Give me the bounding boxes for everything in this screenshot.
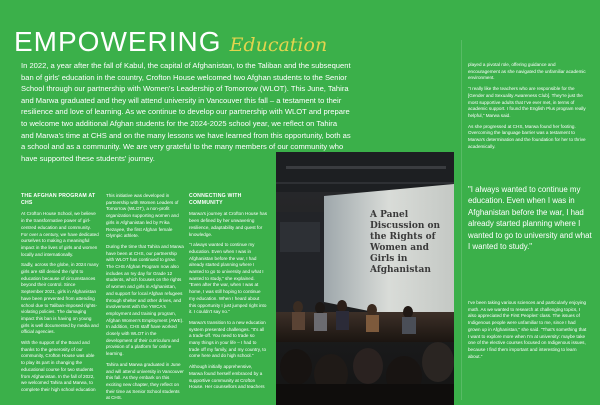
photo-illustration	[276, 152, 454, 405]
right-paragraph: As she progressed at CHS, Marwa found her footing. Overcoming the language barrier was a testament to Marwa's determination and the foundation for her to thrive academically.	[468, 123, 586, 149]
right-column-bottom	[468, 300, 588, 360]
column-heading: THE AFGHAN PROGRAM AT CHS	[21, 193, 96, 206]
column-paragraph: Tahira and Marwa graduated in June and will attend university in Vancouver this fall. As they embark on this exciting new chapter, they reflect on their time as Senior School students at CHS.	[106, 361, 184, 401]
intro-paragraph: In 2022, a year after the fall of Kabul, the capital of Afghanistan, to the Taliban and the subsequent ban of girls' education in the country, Crofton House welcomed two Afghan students to the Senior School through our partnership with Women's Leadership of Tomorrow (WLOT). This June, Tahira and Marwa graduated and they will attend university in Vancouver this fall – a testament to their resilience and love of learning. As we continue to develop our partnership with WLOT and prepare to welcome two additional Afghan students for the 2024-2025 school year, we reflect on Tahira and Marwa's time at CHS and on the many lessons we have learned from this opportunity, both as a school and as a community. We are very grateful to the many members of our community who have supported these students' journey.	[21, 61, 351, 163]
column-paragraph: "I always wanted to continue my education. Even when I was in Afghanistan before the war, I had already started planning where I wanted to go to university and what I wanted to study," she explained. "Even after the war, when I was at home, I was still hoping to continue my education. When I heard about this opportunity I just jumped right into it. I couldn't say no."	[189, 242, 267, 315]
column-afghan-program	[21, 193, 99, 398]
column-community	[189, 193, 267, 395]
title-script: Education	[229, 34, 328, 56]
right-paragraph: played a pivotal role, offering guidance and encouragement as she navigated the unfamiliar academic environment.	[468, 62, 586, 81]
column-paragraph: Sadly, across the globe, in 2024 many girls are still denied the right to education because of circumstances beyond their control. Since September 2021, girls in Afghanistan have been prevented from attending school due to Taliban-imposed rights-violating policies. The damaging impact this ban is having on young girls is well documented by media and official agencies.	[21, 262, 99, 335]
page-title	[14, 26, 327, 58]
right-column-top	[468, 62, 588, 154]
column-paragraph: Although initially apprehensive, Marwa found herself embraced by a supportive community at Crofton House. Her counsellors and teachers	[189, 364, 265, 390]
screen-caption: A Panel Discussion on the Rights of Women and Girls in Afghanistan	[370, 210, 441, 275]
column-initiative	[106, 193, 184, 405]
pull-quote: "I always wanted to continue my education. Even when I was in Afghanistan before the war, I had already started planning where I wanted to go to university and what I wanted to study."	[468, 185, 592, 252]
panel-discussion-photo	[276, 152, 454, 405]
column-paragraph: Marwa's transition to a new education system presented challenges. "It's all a trade-off. You need to trade so many things in your life – I had to trade off my family, and my country, to come here and do high school."	[189, 319, 267, 359]
right-paragraph: I've been taking various sciences and particularly enjoying math. As we wanted to research at challenging topics, I also appreciated the First Peoples' class. The issues of Indigenous people were unfamiliar to me, since I had grown up in Afghanistan," she said. "That's something that I want to explore more when I'm at university: maybe take one of the elective courses focused on Indigenous issues, because I find them important and interesting to learn about."	[468, 300, 587, 359]
right-paragraph: "I really like the teachers who are responsible for the [Gender and Sexuality Awareness Club]. They're just the most supportive adults that I've ever met, in terms of academic support. I found the English Plus program really helpful," Marwa said.	[468, 86, 586, 118]
page-gutter	[461, 40, 462, 400]
column-paragraph: At Crofton House School, we believe in the transformative power of girl-centred education and community. For over a century, we have dedicated ourselves to making a meaningful impact in the lives of girls and women locally and internationally.	[21, 211, 99, 257]
column-paragraph: Marwa's journey at Crofton House has been defined by her unwavering resilience, adaptability and quest for knowledge.	[189, 211, 267, 237]
column-paragraph: During the time that Tahira and Marwa have been at CHS, our partnership with WLOT has continued to grow. The CHS Afghan Program now also includes an Ivy day for Grade 12 students, which focuses on the rights of women and girls in Afghanistan, and support for local Afghan refugees through shelter and other drives, and involvement with the YWCA's employment and training program, Afghan Women's Employment (AWE). In addition, CHS staff have worked closely with WLOT in the development of their curriculum and provision of a platform for online learning.	[106, 243, 184, 357]
column-heading: CONNECTING WITH COMMUNITY	[189, 193, 242, 206]
column-paragraph: This initiative was developed in partnership with Women Leaders of Tomorrow (WLOT), a non-profit organization supporting women and girls in Afghanistan led by Frika Rezayee, the first Afghan female Olympic athlete.	[106, 193, 179, 239]
title-main: EMPOWERING	[14, 26, 222, 57]
column-paragraph: With the support of the Board and thanks to the generosity of our community, Crofton House was able to play its part in changing the educational course for two students from Afghanistan. In the fall of 2022, we welcomed Tahira and Marwa, to complete their high school education	[21, 340, 96, 392]
